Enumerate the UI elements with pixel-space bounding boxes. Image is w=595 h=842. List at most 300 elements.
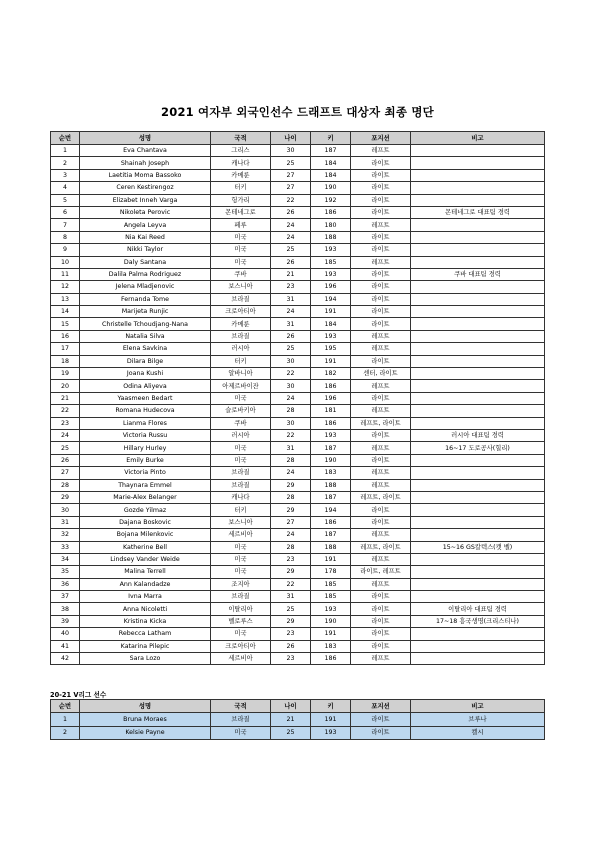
cell-position: 레프트: [351, 653, 411, 665]
cell-name: Dalila Palma Rodriguez: [80, 268, 211, 280]
header-height: 키: [311, 132, 351, 145]
cell-note: 16~17 도로공사(힐리): [411, 442, 545, 454]
cell-number: 37: [51, 591, 80, 603]
header-number: 순번: [51, 132, 80, 145]
cell-name: Marijeta Runjic: [80, 306, 211, 318]
cell-note: [411, 591, 545, 603]
cell-name: Nia Kai Reed: [80, 231, 211, 243]
cell-note: 몬테네그로 대표팀 경력: [411, 206, 545, 218]
cell-height: 187: [311, 491, 351, 503]
cell-name: Bojana Milenkovic: [80, 529, 211, 541]
cell-height: 188: [311, 541, 351, 553]
cell-age: 27: [271, 182, 311, 194]
cell-number: 14: [51, 306, 80, 318]
cell-age: 25: [271, 343, 311, 355]
cell-height: 190: [311, 454, 351, 466]
cell-note: [411, 578, 545, 590]
cell-note: 브루나: [411, 713, 545, 727]
table-row: [51, 194, 545, 206]
cell-name: Nikki Taylor: [80, 244, 211, 256]
cell-position: 레프트: [351, 479, 411, 491]
cell-position: 레프트: [351, 380, 411, 392]
cell-number: 32: [51, 529, 80, 541]
cell-nationality: 브라질: [211, 293, 271, 305]
cell-nationality: 미국: [211, 256, 271, 268]
cell-position: 라이트: [351, 194, 411, 206]
cell-height: 185: [311, 578, 351, 590]
cell-nationality: 미국: [211, 541, 271, 553]
cell-number: 33: [51, 541, 80, 553]
cell-number: 12: [51, 281, 80, 293]
cell-position: 라이트: [351, 293, 411, 305]
cell-number: 18: [51, 355, 80, 367]
cell-number: 1: [51, 713, 80, 727]
cell-age: 28: [271, 454, 311, 466]
cell-note: [411, 380, 545, 392]
cell-height: 188: [311, 479, 351, 491]
cell-number: 22: [51, 405, 80, 417]
cell-nationality: 크로아티아: [211, 306, 271, 318]
cell-position: 라이트: [351, 231, 411, 243]
cell-nationality: 미국: [211, 566, 271, 578]
cell-position: 라이트: [351, 355, 411, 367]
cell-nationality: 미국: [211, 442, 271, 454]
table-row: [51, 491, 545, 503]
cell-height: 190: [311, 615, 351, 627]
table-row: [51, 603, 545, 615]
cell-nationality: 조지아: [211, 578, 271, 590]
table-row: [51, 206, 545, 218]
cell-note: [411, 566, 545, 578]
cell-age: 31: [271, 591, 311, 603]
cell-age: 24: [271, 467, 311, 479]
cell-nationality: 미국: [211, 553, 271, 565]
cell-age: 31: [271, 293, 311, 305]
table-row: [51, 219, 545, 231]
table-header-row: [51, 132, 545, 145]
cell-nationality: 카메룬: [211, 318, 271, 330]
header-age: 나이: [271, 132, 311, 145]
cell-height: 187: [311, 529, 351, 541]
header-nationality: 국적: [211, 700, 271, 713]
cell-number: 24: [51, 429, 80, 441]
cell-height: 184: [311, 157, 351, 169]
cell-name: Rebecca Latham: [80, 628, 211, 640]
cell-height: 191: [311, 713, 351, 727]
cell-nationality: 브라질: [211, 467, 271, 479]
cell-name: Jelena Mladjenovic: [80, 281, 211, 293]
cell-age: 29: [271, 566, 311, 578]
cell-position: 라이트: [351, 268, 411, 280]
cell-height: 191: [311, 355, 351, 367]
cell-name: Malina Terrell: [80, 566, 211, 578]
cell-name: Kelsie Payne: [80, 726, 211, 740]
cell-name: Gozde Yilmaz: [80, 504, 211, 516]
cell-age: 22: [271, 429, 311, 441]
cell-age: 22: [271, 194, 311, 206]
vleague-section-title: 20-21 V리그 선수: [50, 691, 107, 699]
cell-name: Nikoleta Perovic: [80, 206, 211, 218]
cell-position: 레프트: [351, 578, 411, 590]
cell-number: 21: [51, 392, 80, 404]
table-row: [51, 244, 545, 256]
table-row: [51, 405, 545, 417]
cell-number: 7: [51, 219, 80, 231]
cell-position: 라이트: [351, 169, 411, 181]
cell-nationality: 캐나다: [211, 491, 271, 503]
header-height: 키: [311, 700, 351, 713]
header-note: 비고: [411, 132, 545, 145]
cell-height: 183: [311, 467, 351, 479]
table-row: [51, 553, 545, 565]
cell-note: [411, 244, 545, 256]
cell-height: 193: [311, 244, 351, 256]
cell-nationality: 세르비아: [211, 529, 271, 541]
cell-name: Dilara Bilge: [80, 355, 211, 367]
cell-height: 185: [311, 256, 351, 268]
cell-nationality: 보스니아: [211, 281, 271, 293]
table-row: [51, 516, 545, 528]
cell-number: 30: [51, 504, 80, 516]
cell-position: 레프트: [351, 529, 411, 541]
cell-age: 24: [271, 392, 311, 404]
cell-position: 라이트: [351, 281, 411, 293]
cell-age: 23: [271, 553, 311, 565]
cell-number: 17: [51, 343, 80, 355]
cell-number: 10: [51, 256, 80, 268]
cell-name: Angela Leyva: [80, 219, 211, 231]
cell-note: [411, 405, 545, 417]
cell-age: 23: [271, 281, 311, 293]
cell-name: Emily Burke: [80, 454, 211, 466]
cell-age: 22: [271, 578, 311, 590]
cell-name: Katarina Pilepic: [80, 640, 211, 652]
cell-nationality: 터키: [211, 355, 271, 367]
cell-name: Christelle Tchoudjang-Nana: [80, 318, 211, 330]
cell-position: 라이트: [351, 306, 411, 318]
cell-name: Joana Kushi: [80, 368, 211, 380]
cell-name: Fernanda Tome: [80, 293, 211, 305]
cell-name: Shainah Joseph: [80, 157, 211, 169]
cell-age: 26: [271, 640, 311, 652]
cell-note: [411, 516, 545, 528]
cell-position: 라이트: [351, 603, 411, 615]
cell-note: [411, 330, 545, 342]
table-row: [51, 355, 545, 367]
cell-number: 29: [51, 491, 80, 503]
table-header-row: [51, 700, 545, 713]
cell-nationality: 보스니아: [211, 516, 271, 528]
table-row: [51, 726, 545, 740]
cell-height: 191: [311, 628, 351, 640]
cell-note: [411, 157, 545, 169]
table-row: [51, 429, 545, 441]
cell-height: 184: [311, 169, 351, 181]
cell-age: 23: [271, 628, 311, 640]
table-row: [51, 392, 545, 404]
table-row: [51, 281, 545, 293]
cell-height: 184: [311, 318, 351, 330]
cell-name: Thaynara Emmel: [80, 479, 211, 491]
cell-nationality: 크로아티아: [211, 640, 271, 652]
cell-nationality: 알바니아: [211, 368, 271, 380]
cell-number: 34: [51, 553, 80, 565]
cell-height: 194: [311, 504, 351, 516]
cell-number: 28: [51, 479, 80, 491]
cell-note: [411, 219, 545, 231]
cell-age: 21: [271, 713, 311, 727]
cell-number: 23: [51, 417, 80, 429]
cell-nationality: 슬로바키아: [211, 405, 271, 417]
cell-age: 25: [271, 157, 311, 169]
cell-nationality: 페루: [211, 219, 271, 231]
cell-nationality: 브라질: [211, 713, 271, 727]
header-position: 포지션: [351, 700, 411, 713]
table-row: [51, 467, 545, 479]
cell-number: 9: [51, 244, 80, 256]
cell-age: 28: [271, 405, 311, 417]
table-row: [51, 541, 545, 553]
cell-name: Lindsey Vander Weide: [80, 553, 211, 565]
cell-note: [411, 256, 545, 268]
cell-position: 레프트: [351, 256, 411, 268]
cell-age: 30: [271, 380, 311, 392]
cell-name: Ann Kalandadze: [80, 578, 211, 590]
cell-position: 레프트: [351, 442, 411, 454]
cell-note: [411, 491, 545, 503]
cell-age: 31: [271, 318, 311, 330]
cell-height: 186: [311, 380, 351, 392]
cell-name: Eva Chantava: [80, 145, 211, 157]
cell-height: 186: [311, 516, 351, 528]
cell-number: 13: [51, 293, 80, 305]
cell-name: Victoria Pinto: [80, 467, 211, 479]
cell-number: 8: [51, 231, 80, 243]
cell-note: [411, 640, 545, 652]
cell-note: [411, 454, 545, 466]
table-row: [51, 578, 545, 590]
cell-age: 27: [271, 516, 311, 528]
table-row: [51, 330, 545, 342]
cell-name: Hillary Hurley: [80, 442, 211, 454]
cell-nationality: 미국: [211, 244, 271, 256]
cell-number: 35: [51, 566, 80, 578]
cell-height: 187: [311, 442, 351, 454]
cell-height: 178: [311, 566, 351, 578]
cell-note: [411, 145, 545, 157]
table-row: [51, 615, 545, 627]
cell-note: [411, 318, 545, 330]
cell-name: Katherine Bell: [80, 541, 211, 553]
cell-height: 196: [311, 281, 351, 293]
cell-number: 41: [51, 640, 80, 652]
cell-nationality: 쿠바: [211, 417, 271, 429]
table-row: [51, 318, 545, 330]
cell-name: Romana Hudecova: [80, 405, 211, 417]
cell-age: 30: [271, 417, 311, 429]
cell-number: 39: [51, 615, 80, 627]
header-age: 나이: [271, 700, 311, 713]
cell-age: 27: [271, 169, 311, 181]
cell-height: 193: [311, 429, 351, 441]
cell-position: 레프트: [351, 405, 411, 417]
cell-nationality: 브라질: [211, 591, 271, 603]
cell-position: 센터, 라이트: [351, 368, 411, 380]
cell-nationality: 몬테네그로: [211, 206, 271, 218]
cell-nationality: 미국: [211, 628, 271, 640]
cell-note: [411, 368, 545, 380]
cell-age: 28: [271, 541, 311, 553]
cell-number: 2: [51, 726, 80, 740]
cell-nationality: 카메룬: [211, 169, 271, 181]
cell-age: 31: [271, 442, 311, 454]
cell-age: 26: [271, 206, 311, 218]
cell-position: 레프트: [351, 553, 411, 565]
table-row: [51, 306, 545, 318]
table-row: [51, 713, 545, 727]
cell-note: [411, 169, 545, 181]
header-note: 비고: [411, 700, 545, 713]
cell-note: 켈시: [411, 726, 545, 740]
cell-nationality: 쿠바: [211, 268, 271, 280]
cell-name: Dajana Boskovic: [80, 516, 211, 528]
cell-name: Natalia Silva: [80, 330, 211, 342]
cell-height: 191: [311, 306, 351, 318]
cell-note: 15~16 GS칼텍스(캣 벨): [411, 541, 545, 553]
cell-number: 20: [51, 380, 80, 392]
cell-age: 30: [271, 355, 311, 367]
cell-nationality: 미국: [211, 454, 271, 466]
cell-nationality: 미국: [211, 726, 271, 740]
cell-height: 182: [311, 368, 351, 380]
cell-position: 라이트: [351, 244, 411, 256]
table-row: [51, 591, 545, 603]
cell-note: 이탈리아 대표팀 경력: [411, 603, 545, 615]
cell-age: 24: [271, 231, 311, 243]
cell-note: [411, 343, 545, 355]
cell-number: 16: [51, 330, 80, 342]
cell-number: 25: [51, 442, 80, 454]
cell-height: 193: [311, 726, 351, 740]
document-title: 2021 여자부 외국인선수 드래프트 대상자 최종 명단: [161, 105, 434, 119]
table-row: [51, 479, 545, 491]
cell-nationality: 터키: [211, 182, 271, 194]
cell-number: 38: [51, 603, 80, 615]
cell-age: 29: [271, 479, 311, 491]
cell-name: Anna Nicoletti: [80, 603, 211, 615]
cell-note: [411, 194, 545, 206]
cell-height: 193: [311, 330, 351, 342]
cell-age: 26: [271, 256, 311, 268]
cell-nationality: 터키: [211, 504, 271, 516]
cell-age: 24: [271, 529, 311, 541]
cell-position: 라이트: [351, 157, 411, 169]
table-row: [51, 566, 545, 578]
cell-number: 15: [51, 318, 80, 330]
cell-name: Kristina Kicka: [80, 615, 211, 627]
cell-note: [411, 529, 545, 541]
cell-age: 23: [271, 653, 311, 665]
cell-position: 라이트: [351, 615, 411, 627]
cell-position: 레프트, 라이트: [351, 491, 411, 503]
cell-age: 29: [271, 615, 311, 627]
table-row: [51, 504, 545, 516]
cell-nationality: 브라질: [211, 479, 271, 491]
cell-age: 24: [271, 306, 311, 318]
cell-nationality: 벨로루스: [211, 615, 271, 627]
cell-age: 22: [271, 368, 311, 380]
cell-position: 라이트: [351, 318, 411, 330]
cell-position: 레프트, 라이트: [351, 417, 411, 429]
cell-position: 라이트: [351, 713, 411, 727]
cell-name: Bruna Moraes: [80, 713, 211, 727]
cell-name: Marie-Alex Belanger: [80, 491, 211, 503]
cell-height: 185: [311, 591, 351, 603]
cell-position: 라이트: [351, 516, 411, 528]
cell-position: 라이트, 레프트: [351, 566, 411, 578]
table-row: [51, 628, 545, 640]
cell-name: Laetitia Moma Bassoko: [80, 169, 211, 181]
cell-note: 쿠바 대표팀 경력: [411, 268, 545, 280]
table-row: [51, 653, 545, 665]
table-row: [51, 417, 545, 429]
cell-note: [411, 479, 545, 491]
header-name: 성명: [80, 700, 211, 713]
vleague-players-table: [50, 699, 545, 740]
cell-position: 라이트: [351, 429, 411, 441]
cell-height: 186: [311, 417, 351, 429]
cell-age: 25: [271, 244, 311, 256]
cell-number: 3: [51, 169, 80, 181]
table-row: [51, 293, 545, 305]
cell-age: 26: [271, 330, 311, 342]
cell-nationality: 헝가리: [211, 194, 271, 206]
cell-position: 라이트: [351, 726, 411, 740]
cell-note: [411, 355, 545, 367]
cell-name: Elizabet Inneh Varga: [80, 194, 211, 206]
cell-position: 라이트: [351, 504, 411, 516]
cell-height: 192: [311, 194, 351, 206]
cell-height: 196: [311, 392, 351, 404]
cell-nationality: 러시아: [211, 343, 271, 355]
table-row: [51, 145, 545, 157]
cell-number: 31: [51, 516, 80, 528]
cell-height: 186: [311, 653, 351, 665]
table-row: [51, 343, 545, 355]
cell-position: 레프트: [351, 145, 411, 157]
cell-position: 라이트: [351, 392, 411, 404]
cell-name: Sara Lozo: [80, 653, 211, 665]
cell-age: 28: [271, 491, 311, 503]
cell-note: [411, 281, 545, 293]
cell-note: [411, 553, 545, 565]
header-number: 순번: [51, 700, 80, 713]
cell-name: Ivna Marra: [80, 591, 211, 603]
cell-number: 40: [51, 628, 80, 640]
cell-nationality: 캐나다: [211, 157, 271, 169]
cell-number: 1: [51, 145, 80, 157]
cell-number: 42: [51, 653, 80, 665]
cell-position: 레프트, 라이트: [351, 541, 411, 553]
cell-height: 191: [311, 553, 351, 565]
cell-number: 26: [51, 454, 80, 466]
cell-number: 36: [51, 578, 80, 590]
cell-height: 183: [311, 640, 351, 652]
cell-number: 19: [51, 368, 80, 380]
cell-name: Ceren Kestirengoz: [80, 182, 211, 194]
cell-note: [411, 231, 545, 243]
cell-name: Victoria Russu: [80, 429, 211, 441]
